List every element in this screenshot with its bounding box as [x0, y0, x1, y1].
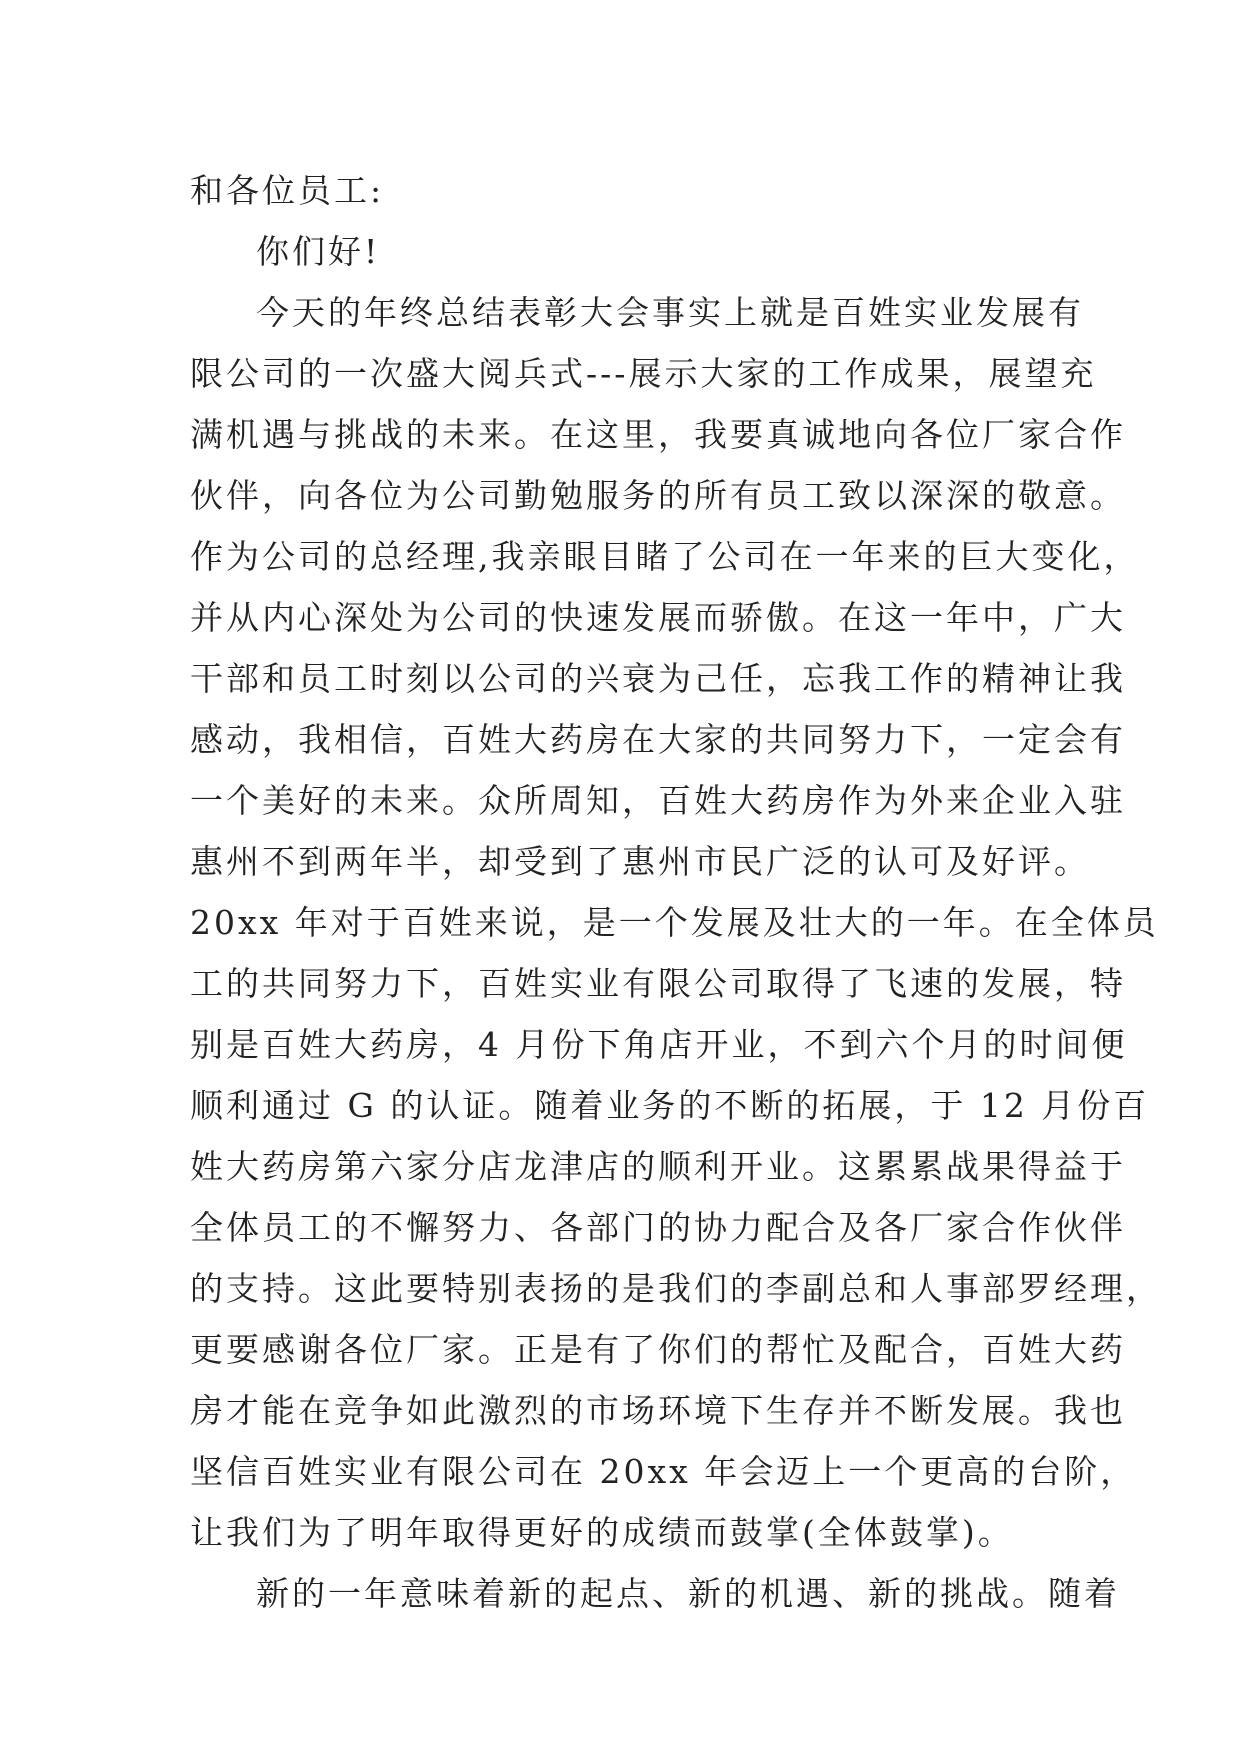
text-line: 姓大药房第六家分店龙津店的顺利开业。这累累战果得益于: [190, 1147, 1126, 1186]
text-line: 限公司的一次盛大阅兵式---展示大家的工作成果，展望充: [190, 354, 1097, 393]
text-line: 20xx 年对于百姓来说，是一个发展及壮大的一年。在全体员: [190, 903, 1159, 942]
text-line-greeting-recipients: 和各位员工:: [190, 171, 385, 210]
text-line-greeting: 你们好!: [256, 232, 381, 271]
text-line: 伙伴，向各位为公司勤勉服务的所有员工致以深深的敬意。: [190, 476, 1126, 515]
text-line: 感动，我相信，百姓大药房在大家的共同努力下，一定会有: [190, 720, 1126, 759]
text-line: 房才能在竞争如此激烈的市场环境下生存并不断发展。我也: [190, 1391, 1126, 1430]
text-line: 并从内心深处为公司的快速发展而骄傲。在这一年中，广大: [190, 598, 1126, 637]
text-line: 全体员工的不懈努力、各部门的协力配合及各厂家合作伙伴: [190, 1208, 1126, 1247]
text-line: 工的共同努力下，百姓实业有限公司取得了飞速的发展，特: [190, 964, 1126, 1003]
text-line: 的支持。这此要特别表扬的是我们的李副总和人事部罗经理，: [190, 1269, 1162, 1308]
document-body: [190, 160, 1162, 1624]
text-line: 满机遇与挑战的未来。在这里，我要真诚地向各位厂家合作: [190, 415, 1126, 454]
text-line: 更要感谢各位厂家。正是有了你们的帮忙及配合，百姓大药: [190, 1330, 1126, 1369]
text-line: 顺利通过 G 的认证。随着业务的不断的拓展，于 12 月份百: [190, 1086, 1150, 1125]
text-line: 干部和员工时刻以公司的兴衰为己任，忘我工作的精神让我: [190, 659, 1126, 698]
text-line: 今天的年终总结表彰大会事实上就是百姓实业发展有: [256, 293, 1084, 332]
text-line: 惠州不到两年半，却受到了惠州市民广泛的认可及好评。: [190, 842, 1090, 881]
text-line: 别是百姓大药房，4 月份下角店开业，不到六个月的时间便: [190, 1025, 1128, 1064]
text-line: 坚信百姓实业有限公司在 20xx 年会迈上一个更高的台阶，: [190, 1452, 1137, 1491]
text-line: 作为公司的总经理,我亲眼目睹了公司在一年来的巨大变化，: [190, 537, 1140, 576]
text-line: 新的一年意味着新的起点、新的机遇、新的挑战。随着: [256, 1574, 1120, 1613]
text-line: 一个美好的未来。众所周知，百姓大药房作为外来企业入驻: [190, 781, 1126, 820]
text-line: 让我们为了明年取得更好的成绩而鼓掌(全体鼓掌)。: [190, 1513, 1014, 1552]
